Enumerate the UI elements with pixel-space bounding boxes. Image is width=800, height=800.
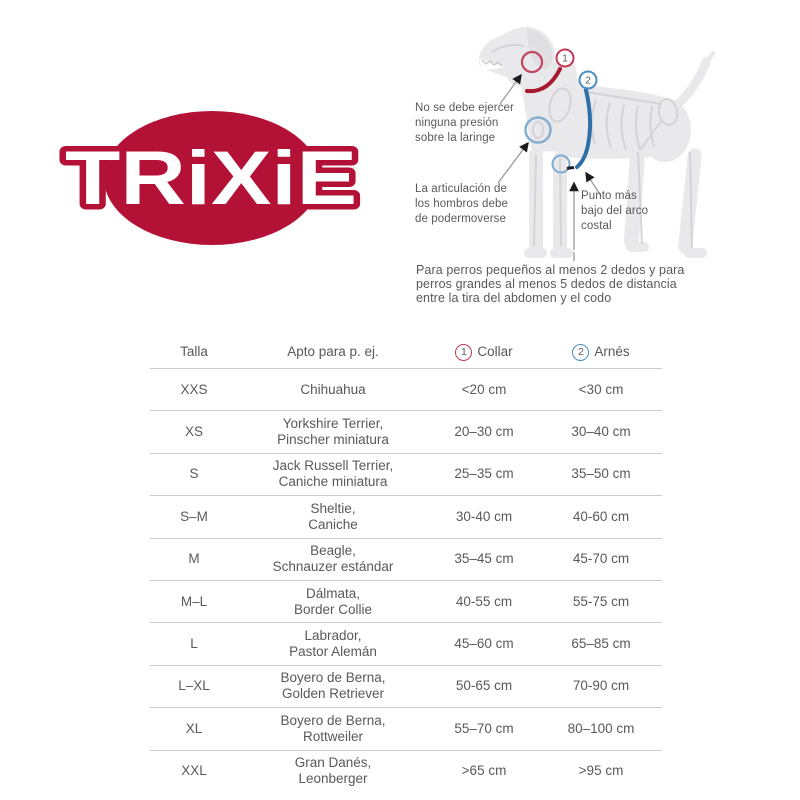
harness-cell: 30–40 cm [571, 424, 631, 440]
breeds-cell: Yorkshire Terrier, Pinscher miniatura [277, 416, 389, 448]
table-row [150, 707, 662, 749]
size-cell: S [189, 466, 199, 482]
header-size: Talla [180, 344, 208, 359]
size-table-body [150, 368, 662, 792]
harness-cell: 45-70 cm [572, 551, 630, 567]
collar-cell: <20 cm [461, 381, 507, 397]
table-row [150, 368, 662, 410]
annotation-rib-arch: Punto más bajo del arco costal [581, 190, 649, 232]
table-row [150, 538, 662, 580]
table-row [150, 622, 662, 664]
breeds-cell: Sheltie, Caniche [308, 500, 358, 532]
header-collar [428, 340, 540, 365]
collar-cell: 35–45 cm [454, 551, 514, 567]
size-cell: M–L [180, 593, 208, 609]
collar-cell: 25–35 cm [454, 466, 514, 482]
collar-cell: 50-65 cm [455, 678, 513, 694]
size-table [150, 336, 662, 792]
table-row [150, 495, 662, 537]
collar-number-icon: 1 [455, 344, 472, 361]
harness-cell: 40-60 cm [572, 508, 630, 524]
breeds-cell: Chihuahua [300, 381, 366, 397]
harness-cell: >95 cm [578, 763, 624, 779]
table-row [150, 580, 662, 622]
breeds-cell: Boyero de Berna, Rottweiler [280, 712, 386, 744]
annotation-fit-note: Para perros pequeños al menos 2 dedos y para perros grandes al menos 5 dedos de distancia entre la tira del abdomen y el codo [416, 263, 685, 305]
table-row [150, 665, 662, 707]
collar-cell: 20–30 cm [454, 424, 514, 440]
annotation-shoulder: La articulación de los hombros debe de podermoverse [415, 183, 509, 225]
dog-fit-diagram [400, 0, 800, 335]
size-cell: L [190, 636, 198, 652]
table-row [150, 410, 662, 452]
harness-cell: 35–50 cm [571, 466, 631, 482]
collar-cell: 45–60 cm [454, 636, 514, 652]
size-cell: M [188, 551, 200, 567]
trixie-logo [55, 100, 365, 260]
size-cell: XS [184, 424, 203, 440]
breeds-cell: Beagle, Schnauzer estándar [272, 543, 394, 575]
header-suitable-for: Apto para p. ej. [287, 344, 379, 359]
logo-wordmark: TRiXiE [65, 136, 357, 221]
harness-cell: 80–100 cm [567, 720, 635, 736]
header-harness-label: Arnés [594, 344, 630, 359]
header-harness [540, 340, 662, 365]
harness-cell: <30 cm [578, 381, 624, 397]
trixie-logo-graphic [55, 100, 365, 260]
breeds-cell: Dálmata, Border Collie [293, 585, 373, 617]
annotation-larynx: No se debe ejercer ninguna presión sobre la laringe [415, 102, 514, 144]
harness-cell: 70-90 cm [572, 678, 630, 694]
breeds-cell: Jack Russell Terrier, Caniche miniatura [272, 458, 394, 490]
breeds-cell: Labrador, Pastor Alemán [289, 628, 377, 660]
size-cell: XXL [181, 763, 207, 779]
harness-number-icon: 2 [572, 344, 589, 361]
header-collar-label: Collar [477, 344, 513, 359]
collar-cell: 30-40 cm [455, 508, 513, 524]
size-cell: XL [185, 720, 203, 736]
size-cell: S–M [180, 508, 208, 524]
collar-cell: 40-55 cm [455, 593, 513, 609]
size-cell: L–XL [178, 678, 210, 694]
table-row [150, 750, 662, 792]
harness-cell: 55-75 cm [572, 593, 630, 609]
collar-cell: >65 cm [461, 763, 507, 779]
svg-text:2: 2 [585, 75, 591, 87]
svg-text:1: 1 [562, 53, 568, 65]
size-table-header [150, 336, 662, 368]
harness-marker [580, 72, 597, 89]
collar-cell: 55–70 cm [454, 720, 514, 736]
size-cell: XXS [180, 381, 208, 397]
harness-cell: 65–85 cm [571, 636, 631, 652]
table-row [150, 453, 662, 495]
rib-point-dash [567, 166, 574, 170]
breeds-cell: Boyero de Berna, Golden Retriever [280, 670, 386, 702]
collar-marker [557, 50, 574, 67]
breeds-cell: Gran Danés, Leonberger [294, 755, 372, 787]
